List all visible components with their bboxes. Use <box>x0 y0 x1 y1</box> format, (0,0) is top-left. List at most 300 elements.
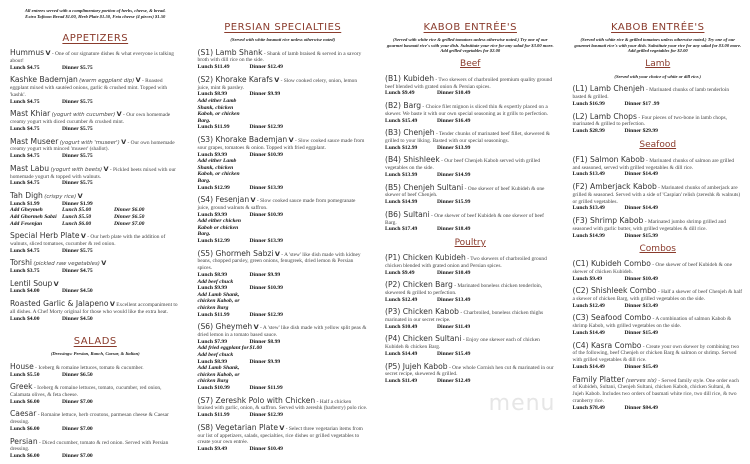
price-row <box>385 297 556 304</box>
vegetarian-icon: V <box>117 110 122 118</box>
menu-item <box>385 280 556 303</box>
price: Lunch $5.50 <box>10 372 62 379</box>
item-description: - A 'stew' like dish made with kidney beans, chopped parsley, green onions, fenugreek, dried lemon & Persian spices. <box>198 252 361 272</box>
item-description: - Two skewers of charbroiled premium quality ground beef blended with grated onion & Persian spices. <box>385 77 552 90</box>
vegetarian-icon: V <box>45 49 50 57</box>
price: Lunch $6.00 <box>62 221 114 228</box>
price: Lunch $14.49 <box>573 330 625 337</box>
price: Dinner $14.49 <box>625 171 677 178</box>
price: Lunch $9.99 <box>198 152 250 159</box>
price: Dinner $6.00 <box>114 207 144 214</box>
price: Lunch $12.99 <box>385 145 437 152</box>
item-description: - Slow cooked celery, onion, lemon juice, mint & parsley. <box>198 78 358 91</box>
menu-column <box>375 0 563 417</box>
menu-item <box>10 164 181 187</box>
section-subtitle: (Dressings: Persian, Ranch, Caesar, & Italian) <box>10 351 181 357</box>
price: Lunch $78.49 <box>573 405 625 412</box>
price: Dinner $10.99 <box>250 285 302 292</box>
price: Dinner $4.75 <box>62 268 114 275</box>
menu-item <box>10 231 181 254</box>
item-name: Lentil Soup <box>10 279 52 288</box>
item-description: - Slow cooked sauce made from pomegranate juice, ground walnuts & saffron. <box>198 198 356 211</box>
item-description: - Diced cucumber, tomato & red onion. Served with Persian dressing. <box>10 440 168 453</box>
price-row <box>10 201 181 208</box>
item-description: - One skewer of beef Kubideh & one skewer of chicken Kubideh. <box>573 262 733 275</box>
item-description: - Half a chicken braised with garlic, onion, & saffron. Served with zereshk (barberry) polo rice. <box>198 399 368 412</box>
price: Dinner $5.75 <box>62 126 114 133</box>
price: Lunch $8.99 <box>198 272 250 279</box>
price: Lunch $6.00 <box>10 426 62 433</box>
price: Dinner $5.75 <box>62 180 114 187</box>
item-name: (P4) Chicken Sultani <box>385 334 461 343</box>
menu-item <box>573 155 744 178</box>
menu-item <box>385 74 556 97</box>
price: Lunch $11.49 <box>198 64 250 71</box>
price: Dinner $6.50 <box>62 372 114 379</box>
item-description: - One skewer of beef Kubideh & one skewer of beef Barg. <box>385 213 544 226</box>
price-row <box>198 339 369 346</box>
price: Lunch $4.00 <box>10 288 62 295</box>
item-description: - Marinated jumbo shrimp grilled and seasoned with garlic butter, with grilled vegetables & dill rice. <box>573 219 726 232</box>
price: Dinner $29.99 <box>625 128 677 135</box>
price-row <box>10 399 181 406</box>
item-name: (B1) Kubideh <box>385 74 434 83</box>
price: Dinner $14.49 <box>625 205 677 212</box>
price-row <box>198 412 369 419</box>
vegetarian-icon: V <box>104 165 109 173</box>
vegetarian-icon: V <box>254 323 259 331</box>
menu-item <box>573 313 744 336</box>
price: Add beef chuck <box>198 352 250 359</box>
price-row <box>385 145 556 152</box>
price-row <box>573 171 744 178</box>
item-description: - Tender chunks of marinated beef fillet, skewered & grilled to your liking. Basted with our special seasonings. <box>385 131 550 144</box>
vegetarian-icon: V <box>279 424 284 432</box>
menu-item <box>385 155 556 178</box>
price: Dinner $5.75 <box>62 248 114 255</box>
section-title: PERSIAN SPECIALTIES <box>198 22 369 34</box>
menu-item <box>10 362 181 378</box>
menu-item <box>10 409 181 432</box>
price: Lunch $14.99 <box>573 233 625 240</box>
price: $1.00 <box>250 345 302 352</box>
menu-item <box>10 258 181 274</box>
price: Lunch $9.99 <box>198 212 250 219</box>
item-name: Family Platter <box>573 375 625 384</box>
item-description: - Pickled beets mixed with our homemade yogurt & topped with walnuts. <box>10 167 176 180</box>
price: Dinner $10.99 <box>250 212 302 219</box>
menu-item <box>573 216 744 239</box>
item-description: - Marinated chunks of salmon are grilled and seasoned, served with grilled vegetables & dill rice. <box>573 158 735 171</box>
price-row <box>10 180 181 187</box>
price-row <box>198 292 369 312</box>
price: Lunch $13.49 <box>573 171 625 178</box>
vegetarian-icon: V <box>121 138 126 146</box>
price: Lunch $4.75 <box>10 180 62 187</box>
price-row <box>198 212 369 219</box>
price: Lunch $4.75 <box>10 153 62 160</box>
price-row <box>385 270 556 277</box>
menu-column <box>188 0 376 457</box>
item-name: (B2) Barg <box>385 101 421 110</box>
price: Dinner $11.49 <box>437 324 489 331</box>
section-title: KABOB ENTRÉE'S <box>385 22 556 34</box>
menu-item <box>573 286 744 309</box>
vegetarian-icon: V <box>289 136 294 144</box>
price-row <box>573 128 744 135</box>
vegetarian-icon: V <box>274 76 279 84</box>
price-row <box>198 238 369 245</box>
price: Dinner $13.99 <box>250 238 302 245</box>
price-row <box>198 312 369 319</box>
price-row <box>198 365 369 385</box>
price: Lunch $6.00 <box>10 453 62 460</box>
item-name: (F3) Shrimp Kabob <box>573 216 644 225</box>
menu-item <box>385 128 556 151</box>
price-row <box>10 221 181 228</box>
price-row <box>10 316 181 323</box>
item-description: - Served family style. One order each of Kubideh, Sultani, Chenjeh Sultani, chicken Kabob, chicken Sultani, & Jujeh Kabob. Includes two orders of basmati white rice, two dill rice, & two cranberry rice. <box>573 378 739 404</box>
price: Lunch $14.49 <box>385 351 437 358</box>
price: Lunch $13.49 <box>573 205 625 212</box>
menu-item <box>198 322 369 391</box>
vegetarian-icon: V <box>78 192 83 200</box>
price: Lunch $7.99 <box>198 339 250 346</box>
price: Add Lamb Shank, chicken Kabob, or chicken Barg <box>198 292 250 312</box>
section-title: APPETIZERS <box>10 33 181 45</box>
item-description: - Charbroiled, boneless chicken thighs marinated in our secret recipe. <box>385 310 543 323</box>
price-row <box>385 378 556 385</box>
price-row <box>385 226 556 233</box>
price: Lunch $15.49 <box>385 118 437 125</box>
price: Dinner $12.49 <box>437 378 489 385</box>
price: Dinner $84.49 <box>625 405 677 412</box>
price-row <box>198 352 369 359</box>
menu-item <box>10 299 181 322</box>
item-name: (S7) Zereshk Polo with Chicken <box>198 396 316 405</box>
price-row <box>573 330 744 337</box>
section-title: KABOB ENTRÉE'S <box>573 22 744 34</box>
price-row <box>198 98 369 124</box>
price: Dinner $5.75 <box>62 153 114 160</box>
item-description: - Shank of lamb braised & served in a savory broth with dill rice on the side. <box>198 51 362 64</box>
item-description: - Two skewers of charbroiled ground chicken blended with grated onion and Persian spices. <box>385 256 547 269</box>
price: Add fried eggplant for <box>198 345 250 352</box>
price: Lunch $9.49 <box>573 276 625 283</box>
price: Dinner $9.99 <box>250 272 302 279</box>
price-row <box>573 101 744 108</box>
price: Lunch $14.99 <box>385 199 437 206</box>
menu-item <box>198 48 369 71</box>
price: Lunch $28.99 <box>573 128 625 135</box>
item-description: - Choice filet mignon is sliced thin & expertly placed on a skewer. We baste it with our own special seasoning as it grills to perfection. <box>385 104 548 117</box>
price-row <box>385 90 556 97</box>
price: Lunch $10.49 <box>385 324 437 331</box>
item-description: - Iceberg & romaine lettuces, tomato, cucumber, red onion, Calamata olives, & feta cheese. <box>10 385 161 398</box>
menu-item <box>385 307 556 330</box>
price-row <box>385 324 556 331</box>
menu-item <box>573 259 744 282</box>
price-row <box>10 207 181 214</box>
price: Lunch $5.50 <box>62 214 114 221</box>
menu-item <box>10 48 181 71</box>
price: Dinner $10.49 <box>625 276 677 283</box>
menu-item <box>10 279 181 295</box>
price: Dinner $7.00 <box>62 426 114 433</box>
item-description: - Our herb plate with the addition of walnuts, sliced tomatoes, cucumber & red onion. <box>10 234 165 247</box>
section-subtitle: (Served with your choice of white or dill rice.) <box>573 74 744 80</box>
item-description: - Our own homemade creamy yogurt with diced cucumber & crushed mint. <box>10 112 170 125</box>
price: Dinner $14.99 <box>437 172 489 179</box>
item-name: (S5) Ghormeh Sabzi <box>198 249 274 258</box>
price: Lunch $3.75 <box>10 268 62 275</box>
vegetarian-icon: V <box>251 196 256 204</box>
price: Dinner $13.99 <box>437 145 489 152</box>
menu-item <box>198 75 369 131</box>
item-name: (S2) Khorake Karafs <box>198 75 273 84</box>
price: Dinner $5.75 <box>62 65 114 72</box>
item-name: Mast Museer <box>10 137 58 146</box>
item-name: (B4) Shishleek <box>385 155 440 164</box>
price: Lunch $11.99 <box>198 312 250 319</box>
menu-item <box>10 191 181 227</box>
price-row <box>10 65 181 72</box>
item-name: (S3) Khorake Bademjan <box>198 135 288 144</box>
subsection-title: Combos <box>573 244 744 255</box>
price: Dinner $12.99 <box>250 412 302 419</box>
price: Lunch $8.99 <box>198 359 250 366</box>
item-description: - Our beef Chenjeh Kabob served with grilled vegetables on the side. <box>385 158 540 171</box>
item-name: Persian <box>10 437 38 446</box>
price-row <box>10 126 181 133</box>
subsection-title: Poultry <box>385 238 556 249</box>
item-note: (warm eggplant dip) <box>79 78 134 84</box>
price-row <box>573 205 744 212</box>
price: Add either chicken Kabob or chicken Barg. <box>198 218 250 238</box>
menu-item <box>198 423 369 453</box>
price: Add beef chuck <box>198 279 250 286</box>
item-name: Mast Labu <box>10 164 49 173</box>
price: Lunch $10.99 <box>198 385 250 392</box>
price-row <box>198 64 369 71</box>
price-row <box>385 172 556 179</box>
item-description: - Select three vegetarian items from our list of appetizers, salads, specialties, rice dishes or grilled vegetables to create your own entrée. <box>198 426 363 446</box>
item-name: (C2) Shishleek Combo <box>573 286 657 295</box>
section-subtitle: (Served with white rice & grilled tomatoes unless otherwise noted.) Try one of our gourmet basmati rice's with your dish. Substitute your rice for any salad for $3.00 more. Add grilled vegetables for $2.00 <box>573 37 744 54</box>
price-row <box>385 199 556 206</box>
item-name: (F2) Amberjack Kabob <box>573 182 657 191</box>
menu-item <box>10 437 181 460</box>
price-row <box>573 276 744 283</box>
price: Lunch $12.49 <box>573 303 625 310</box>
item-description: - Our own homemade creamy yogurt with minced 'museer' (shallot). <box>10 140 175 153</box>
price: Dinner $4.50 <box>62 316 114 323</box>
price: Dinner $12.49 <box>250 64 302 71</box>
price: Dinner $10.99 <box>250 152 302 159</box>
price-row <box>573 233 744 240</box>
menu-item <box>385 210 556 233</box>
item-name: (L2) Lamb Chops <box>573 112 637 121</box>
price: Dinner $16.49 <box>437 118 489 125</box>
item-name: Torshi <box>10 258 32 267</box>
item-name: (P1) Chicken Kubideh <box>385 253 466 262</box>
price: Lunch $4.00 <box>10 316 62 323</box>
price: Dinner $10.49 <box>437 90 489 97</box>
item-name: Greek <box>10 382 33 391</box>
item-note: (yogurt with beets) <box>50 167 102 173</box>
menu-column <box>0 0 188 464</box>
price-row <box>198 91 369 98</box>
price: Dinner $9.99 <box>250 359 302 366</box>
menu-item <box>10 75 181 105</box>
price: Dinner $15.99 <box>437 199 489 206</box>
price: Lunch $4.75 <box>10 248 62 255</box>
price-row <box>198 272 369 279</box>
item-name: (S4) Fesenjan <box>198 195 250 204</box>
item-description: - One whole Cornish hen cut & marinated in our secret recipe, skewered & grilled. <box>385 365 554 378</box>
price: Lunch $16.99 <box>573 101 625 108</box>
price: Dinner $13.99 <box>250 185 302 192</box>
price: Lunch $11.49 <box>385 378 437 385</box>
item-name: Tah Digh <box>10 191 43 200</box>
item-name: (S6) Gheymeh <box>198 322 253 331</box>
menu-item <box>198 396 369 419</box>
price: Lunch $4.75 <box>10 126 62 133</box>
item-description: - A combination of salmon Kabob & shrimp Kabob, with grilled vegetables on the side. <box>573 316 732 329</box>
item-description: - Slow cooked sauce made from sour grapes, tomatoes & onion. Topped with fried eggplant. <box>198 138 365 151</box>
item-name: (F1) Salmon Kabob <box>573 155 645 164</box>
price-row <box>198 185 369 192</box>
price: Add Gheymeh <box>10 207 62 214</box>
item-name: Roasted Garlic & Jalapeno <box>10 299 109 308</box>
menu-item <box>573 341 744 371</box>
price: Dinner $15.99 <box>625 233 677 240</box>
menu-item <box>385 362 556 385</box>
menu-item <box>573 182 744 212</box>
price: Lunch $9.49 <box>385 90 437 97</box>
menu-item <box>10 382 181 405</box>
price: Dinner $8.99 <box>250 339 302 346</box>
item-name: (C1) Kubideh Combo <box>573 259 651 268</box>
price: Lunch $13.99 <box>385 172 437 179</box>
section-title: SALADS <box>10 336 181 348</box>
menu-item <box>573 375 744 412</box>
price-row <box>198 385 369 392</box>
price: Lunch $6.00 <box>10 399 62 406</box>
item-description: - One skewer of beef Kubideh & one skewer of beef Chenjeh. <box>385 186 544 199</box>
price-row <box>10 288 181 295</box>
item-description: - Marinated boneless chicken tenderloin, skewered & grilled to perfection. <box>385 283 542 296</box>
item-description: - One of our signature dishes & what everyone is talking about! <box>10 51 174 64</box>
item-name: (L1) Lamb Chenjeh <box>573 84 645 93</box>
price: Lunch $9.99 <box>198 285 250 292</box>
menu-item <box>385 253 556 276</box>
menu-item <box>385 183 556 206</box>
item-description: Excellent accompaniment to all dishes. A Chef Morty original for those who would like the extra heat. <box>10 302 178 315</box>
item-name: (B6) Sultani <box>385 210 430 219</box>
price-row <box>385 118 556 125</box>
menu-item <box>573 84 744 107</box>
price: Add Lamb Shank, chicken Kabob, or chicken Barg <box>198 365 250 385</box>
item-name: Caesar <box>10 409 36 418</box>
item-name: (B5) Chenjeh Sultani <box>385 183 463 192</box>
subsection-title: Seafood <box>573 140 744 151</box>
price: Dinner $5.75 <box>62 99 114 106</box>
item-name: House <box>10 362 34 371</box>
section-subtitle: (Served with white rice & grilled tomatoes unless otherwise noted.) Try one of our gourmet basmati rice's with your dish. Substitute your rice for any salad for $3.00 more. Add grilled vegetables for $2.00 <box>385 37 556 54</box>
price-row <box>573 405 744 412</box>
price: Lunch $12.99 <box>198 238 250 245</box>
item-note: (crispy rice) <box>44 194 76 200</box>
price-row <box>198 359 369 366</box>
item-name: (C4) Kasra Combo <box>573 341 642 350</box>
price-row <box>198 285 369 292</box>
price: Lunch $17.49 <box>385 226 437 233</box>
price: Lunch $12.99 <box>198 185 250 192</box>
menu-item <box>573 112 744 135</box>
price-row <box>198 345 369 352</box>
item-name: Special Herb Plate <box>10 231 80 240</box>
item-description: - Create your own skewer by combining two of the following, beef Chenjeh or chicken Barg & salmon or shrimp. Served with grilled vegetables & dill rice. <box>573 344 740 364</box>
vegetarian-icon: V <box>101 259 106 267</box>
price-row <box>573 364 744 371</box>
item-description: - Romaine lettuce, herb croutons, parmesan cheese & Caesar dressing. <box>10 412 169 425</box>
price: Dinner $11.99 <box>250 385 302 392</box>
vegetarian-icon: V <box>110 300 115 308</box>
price: Add Ghormeh Sabzi <box>10 214 62 221</box>
item-description: - Marinated chunks of lamb tenderloin basted & grilled. <box>573 87 730 100</box>
item-name: (P3) Chicken Kabob <box>385 307 459 316</box>
item-name: (P2) Chicken Barg <box>385 280 453 289</box>
vegetarian-icon: V <box>81 232 86 240</box>
vegetarian-icon: V <box>275 250 280 258</box>
price: Dinner $4.50 <box>62 288 114 295</box>
price: Dinner $15.49 <box>625 330 677 337</box>
price: Add Fesenjan <box>10 221 62 228</box>
price: Dinner $10.49 <box>437 270 489 277</box>
price: Dinner $12.99 <box>250 312 302 319</box>
price: Lunch $4.75 <box>10 65 62 72</box>
subsection-title: Beef <box>385 59 556 70</box>
price-row <box>10 99 181 106</box>
watermark: menu <box>385 391 556 417</box>
item-description: - A 'stew' like dish made with yellow split peas & dried lemon in a tomato based sauce. <box>198 325 367 338</box>
price: Lunch $11.99 <box>198 412 250 419</box>
price: Lunch $1.99 <box>10 201 62 208</box>
price: Lunch $9.49 <box>385 270 437 277</box>
price: Dinner $13.49 <box>437 297 489 304</box>
item-note: (serves six) <box>626 378 657 384</box>
vegetarian-icon: V <box>136 76 141 84</box>
item-description: - Roasted eggplant mixed with sautéed onions, garlic & crushed mint. Topped with 'kashk'. <box>10 78 167 98</box>
price: Dinner $15.49 <box>625 364 677 371</box>
price-row <box>198 218 369 238</box>
item-note: (yogurt with cucumber) <box>52 112 116 118</box>
item-description: - Marinated chunks of amberjack are grilled & seasoned. Served with a side of 'Caspian' relish (zereshk & walnuts) or grilled vegetables. <box>573 185 741 205</box>
price: Dinner $7.00 <box>62 399 114 406</box>
price: Dinner $6.50 <box>114 214 144 221</box>
price-row <box>10 153 181 160</box>
menu-item <box>198 135 369 191</box>
item-name: (B3) Chenjeh <box>385 128 435 137</box>
section-subtitle: (Served with white basmati rice unless otherwise noted) <box>198 37 369 43</box>
item-note: (pickled raw vegetables) <box>33 261 100 267</box>
price: Dinner $9.99 <box>250 91 302 98</box>
menu-item <box>198 249 369 319</box>
item-name: (C3) Seafood Combo <box>573 313 652 322</box>
price: Dinner $17 .99 <box>625 101 677 108</box>
menu-item <box>385 334 556 357</box>
